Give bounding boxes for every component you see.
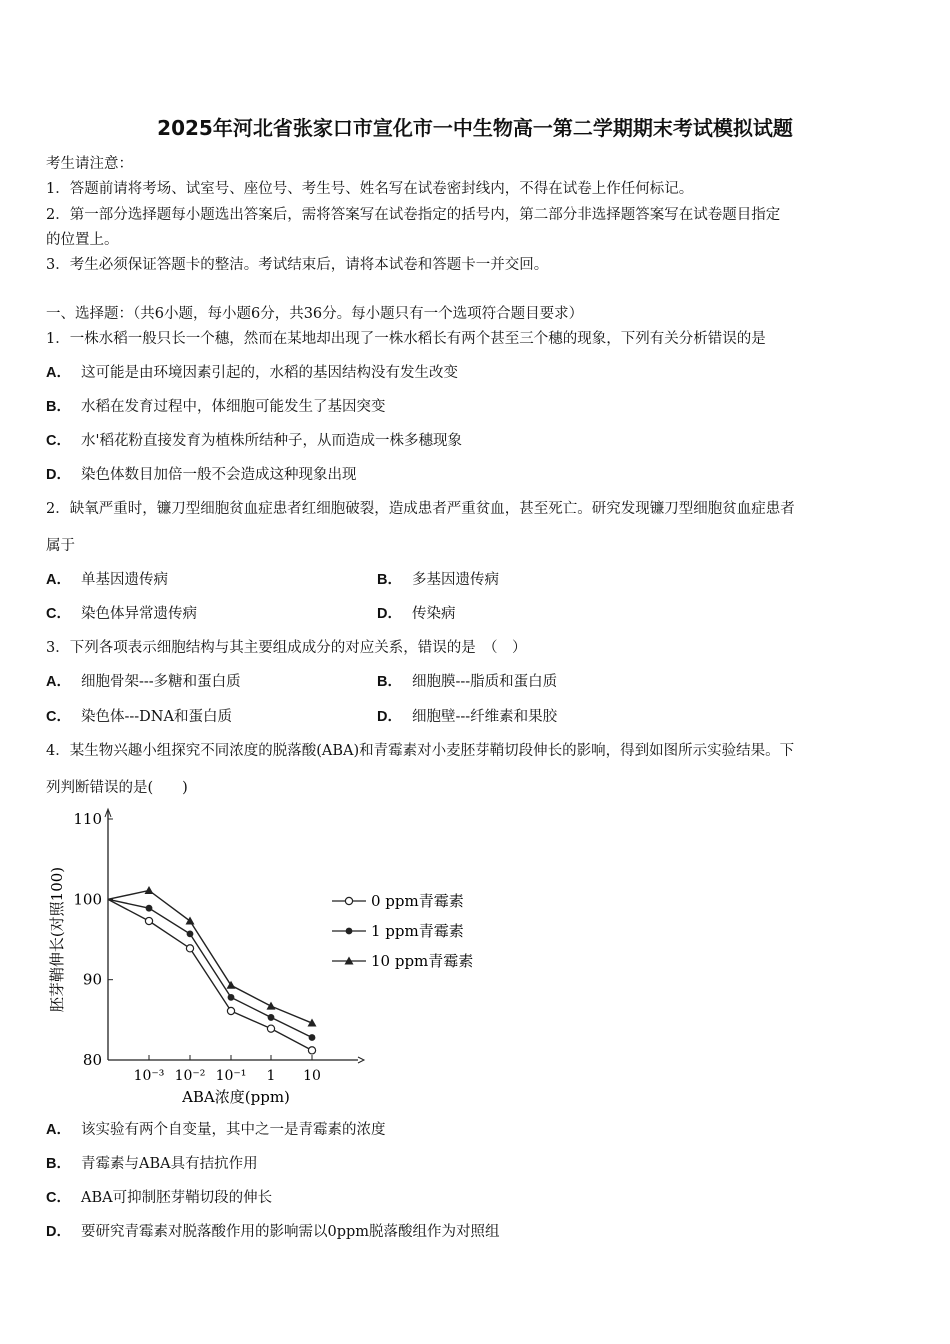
data-point-filled-circle (146, 905, 153, 912)
option-c (46, 705, 232, 726)
option-text: 染色体异常遗传病 (80, 606, 197, 622)
option-b (46, 395, 385, 416)
option-key: C． (46, 1190, 71, 1206)
data-point-open-circle (186, 945, 193, 952)
legend-label: 0 ppm青霉素 (371, 892, 464, 910)
option-text: 细胞骨架---多糖和蛋白质 (80, 674, 241, 690)
option-key: D． (46, 467, 71, 483)
option-key: C． (46, 709, 71, 725)
question-stem: 4．某生物兴趣小组探究不同浓度的脱落酸(ABA)和青霉素对小麦胚芽鞘切段伸长的影响，得到如图所示实验结果。下 (46, 743, 795, 759)
notice-header: 考生请注意： (46, 156, 133, 172)
option-key: A． (46, 674, 71, 690)
option-b (377, 670, 557, 691)
notice-item: 3．考生必须保证答题卡的整洁。考试结束后，请将本试卷和答题卡一并交回。 (46, 257, 549, 273)
option-text: 传染病 (411, 606, 456, 622)
question-stem: 2．缺氧严重时，镰刀型细胞贫血症患者红细胞破裂，造成患者严重贫血，甚至死亡。研究发现镰刀型细胞贫血症患者 (46, 501, 795, 517)
legend-label: 1 ppm青霉素 (371, 922, 464, 940)
option-key: C． (46, 606, 71, 622)
option-text: 这可能是由环境因素引起的，水稻的基因结构没有发生改变 (80, 365, 458, 381)
option-text: 细胞壁---纤维素和果胶 (411, 709, 558, 725)
x-tick-label: 10⁻¹ (215, 1068, 247, 1084)
option-key: A． (46, 1122, 71, 1138)
data-point-open-circle (227, 1007, 234, 1014)
x-axis-label: ABA浓度(ppm) (182, 1088, 290, 1105)
option-key: C． (46, 433, 71, 449)
notice-item: 2．第一部分选择题每小题选出答案后，需将答案写在试卷指定的括号内，第二部分非选择题答案写在试卷题目指定 (46, 207, 781, 223)
option-key: A． (46, 365, 71, 381)
option-key: D． (377, 709, 402, 725)
y-tick-label: 110 (73, 810, 102, 828)
option-text: 水稻在发育过程中，体细胞可能发生了基因突变 (80, 399, 386, 415)
y-tick-label: 100 (73, 890, 102, 909)
option-c (46, 429, 462, 450)
option-a (46, 1118, 385, 1139)
option-text: 单基因遗传病 (80, 572, 168, 588)
question-stem: 3．下列各项表示细胞结构与其主要组成成分的对应关系，错误的是 （ ） (46, 640, 527, 656)
option-key: D． (377, 606, 402, 622)
x-tick-label: 10 (303, 1068, 321, 1084)
notice-item: 1．答题前请将考场、试室号、座位号、考生号、姓名写在试卷密封线内，不得在试卷上作任何标记。 (46, 181, 694, 197)
x-axis-arrow (358, 1057, 364, 1063)
data-point-triangle (145, 886, 154, 894)
data-point-triangle (267, 1002, 276, 1010)
option-text: 细胞膜---脂质和蛋白质 (411, 674, 558, 690)
y-tick-label: 80 (82, 1051, 102, 1069)
data-point-filled-circle (187, 930, 194, 937)
option-key: B． (46, 399, 71, 415)
series-line (108, 890, 312, 1023)
question-stem-cont: 属于 (46, 538, 75, 554)
section-heading: 一、选择题：（共6小题，每小题6分，共36分。每小题只有一个选项符合题目要求） (46, 306, 584, 322)
option-d (377, 602, 455, 623)
option-a (46, 670, 241, 691)
y-tick-label: 90 (82, 970, 102, 989)
option-key: B． (46, 1156, 71, 1172)
option-text: 多基因遗传病 (411, 572, 499, 588)
x-tick-label: 10⁻² (174, 1068, 206, 1084)
data-point-triangle (186, 917, 195, 925)
x-tick-label: 1 (266, 1068, 276, 1084)
option-key: D． (46, 1224, 71, 1240)
option-text: 水'稻花粉直接发育为植株所结种子，从而造成一株多穗现象 (80, 433, 462, 449)
option-b (46, 1152, 258, 1173)
option-text: ABA可抑制胚芽鞘切段的伸长 (80, 1190, 273, 1206)
series-line (108, 899, 312, 1050)
option-a (46, 361, 458, 382)
notice-item: 的位置上。 (46, 232, 119, 248)
data-point-filled-circle (228, 994, 235, 1001)
option-d (46, 463, 356, 484)
data-point-filled-circle (309, 1034, 316, 1041)
option-b (377, 568, 499, 589)
option-text: 该实验有两个自变量，其中之一是青霉素的浓度 (80, 1122, 386, 1138)
option-text: 染色体---DNA和蛋白质 (80, 709, 232, 725)
legend-label: 10 ppm青霉素 (371, 952, 474, 970)
data-point-triangle (308, 1019, 317, 1027)
data-point-filled-circle (346, 928, 353, 935)
data-point-filled-circle (268, 1014, 275, 1021)
data-point-open-circle (345, 897, 352, 904)
data-point-open-circle (145, 917, 152, 924)
aba-chart (40, 805, 510, 1105)
series-line (108, 899, 312, 1037)
option-text: 要研究青霉素对脱落酸作用的影响需以0ppm脱落酸组作为对照组 (80, 1224, 500, 1240)
page-title: 2025年河北省张家口市宣化市一中生物高一第二学期期末考试模拟试题 (157, 116, 793, 140)
data-point-open-circle (308, 1047, 315, 1054)
option-c (46, 1186, 272, 1207)
option-a (46, 568, 168, 589)
data-point-triangle (227, 981, 236, 989)
option-text: 青霉素与ABA具有拮抗作用 (80, 1156, 258, 1172)
y-axis-label: 胚芽鞘伸长(对照100) (48, 866, 66, 1013)
option-d (377, 705, 557, 726)
option-d (46, 1220, 500, 1241)
option-key: A． (46, 572, 71, 588)
question-stem: 1．一株水稻一般只长一个穗，然而在某地却出现了一株水稻长有两个甚至三个穗的现象，下列有关分析错误的是 (46, 331, 766, 347)
question-stem-cont: 列判断错误的是( ) (46, 780, 188, 796)
option-key: B． (377, 572, 402, 588)
option-c (46, 602, 197, 623)
x-tick-label: 10⁻³ (133, 1068, 165, 1084)
data-point-open-circle (267, 1025, 274, 1032)
option-key: B． (377, 674, 402, 690)
option-text: 染色体数目加倍一般不会造成这种现象出现 (80, 467, 357, 483)
